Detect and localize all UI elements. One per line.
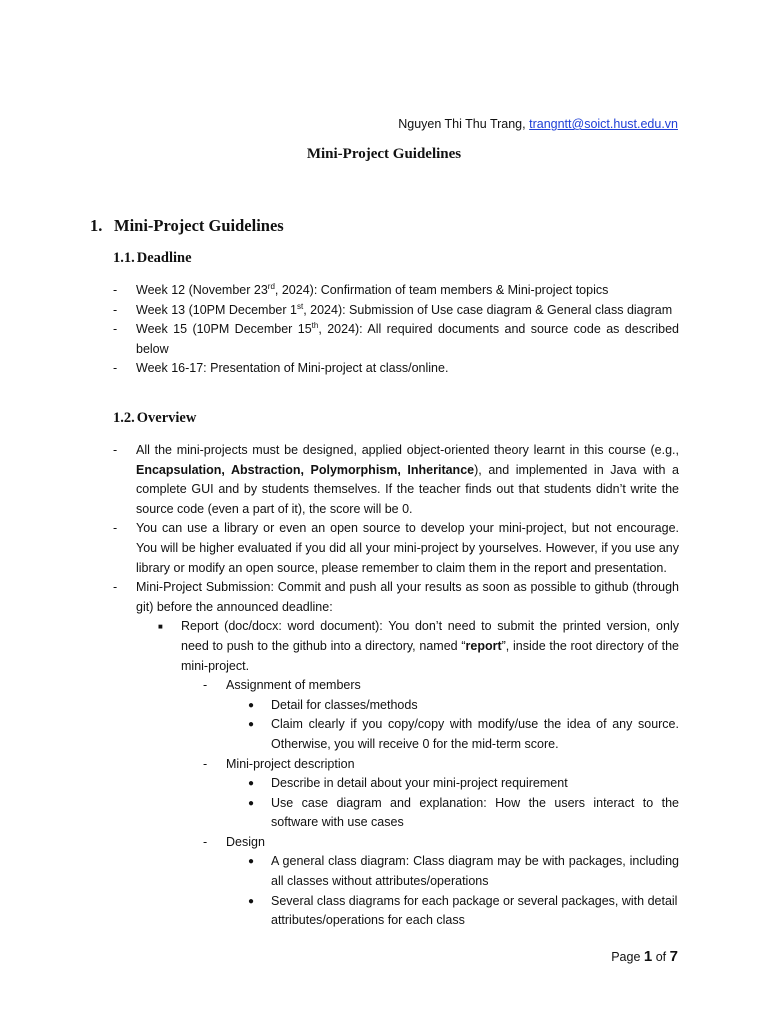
assignment-list <box>136 696 679 755</box>
list-item: - Mini-Project Submission: Commit and push all your results as soon as possible to github (through git) before the announced deadline: ■ Report (doc/docx: word document): You don’t need to submit the printed version, only need to push to the github into a directory, named “report”, inside the root directory of the mini-project. - Assignment of members ● Detail for classes/methods ● Claim clearly if you copy/copy with modify/use the idea of any source. Otherwise, you will receive 0 for the mid-term score. - Mini-project description ● Describe in detail about your mini-project requirement ● Use case diagram and explanation: How the users interact to the software with use cases - Design ● A general class diagram: Class diagram may be with packages, including all classes without attributes/operations ● Several class diagrams for each package or several packages, with detail attributes/operations for each class <box>113 578 679 931</box>
list-item: - Assignment of members ● Detail for classes/methods ● Claim clearly if you copy/copy with modify/use the idea of any source. Otherwise, you will receive 0 for the mid-term score. <box>136 676 679 754</box>
list-item: ● Detail for classes/methods <box>248 697 418 712</box>
subsection-number: 1.2. <box>113 410 135 426</box>
subsection-number: 1.1. <box>113 250 135 266</box>
subsection-heading-overview <box>113 410 196 427</box>
list-item: ■ Report (doc/docx: word document): You don’t need to submit the printed version, only need to push to the github into a directory, named “report”, inside the root directory of the mini-project. - Assignment of members ● Detail for classes/methods ● Claim clearly if you copy/copy with modify/use the idea of any source. Otherwise, you will receive 0 for the mid-term score. - Mini-project description ● Describe in detail about your mini-project requirement ● Use case diagram and explanation: How the users interact to the software with use cases - Design ● A general class diagram: Class diagram may be with packages, including all classes without attributes/operations ● Several class diagrams for each package or several packages, with detail attributes/operations for each class <box>136 617 679 931</box>
submission-list <box>136 617 679 931</box>
section-heading <box>90 216 284 236</box>
list-item: ● Use case diagram and explanation: How the users interact to the software with use cases <box>248 795 679 830</box>
list-item: - Week 13 (10PM December 1st, 2024): Submission of Use case diagram & General class diagram <box>113 301 673 317</box>
list-item: ● Describe in detail about your mini-project requirement <box>248 776 568 791</box>
list-item: - Design ● A general class diagram: Class diagram may be with packages, including all classes without attributes/operations ● Several class diagrams for each package or several packages, with detail attributes/operations for each class <box>136 833 679 931</box>
design-list <box>136 852 679 930</box>
document-title: Mini-Project Guidelines <box>306 146 462 162</box>
list-item: ● A general class diagram: Class diagram may be with packages, including all classes without attributes/operations <box>248 854 679 889</box>
subsection-title: Overview <box>136 410 197 426</box>
author-email-link[interactable]: trangntt@soict.hust.edu.vn <box>529 117 678 131</box>
page-footer <box>611 948 678 965</box>
deadline-list <box>113 281 679 379</box>
page-label: Page <box>611 950 641 964</box>
report-contents-list <box>136 676 679 931</box>
subsection-heading-deadline <box>113 250 192 267</box>
list-item: ● Several class diagrams for each package or several packages, with detail attributes/operations for each class <box>248 893 678 928</box>
author-line <box>398 117 678 131</box>
section-number: 1. <box>90 216 103 235</box>
list-item: - Week 16-17: Presentation of Mini-project at class/online. <box>113 361 449 376</box>
author-name: Nguyen Thi Thu Trang, <box>398 117 526 131</box>
list-item: - You can use a library or even an open source to develop your mini-project, but not encourage. You will be higher evaluated if you did all your mini-project by yourselves. However, if you use any library or modify an open source, please remember to claim them in the report and presentation. <box>113 521 679 575</box>
overview-list <box>113 441 679 931</box>
section-title: Mini-Project Guidelines <box>114 216 284 235</box>
subsection-title: Deadline <box>136 250 192 266</box>
page-of: of <box>655 950 667 964</box>
list-item: - Mini-project description ● Describe in detail about your mini-project requirement ● Use case diagram and explanation: How the users interact to the software with use cases <box>136 755 679 833</box>
list-item: - Week 15 (10PM December 15th, 2024): All required documents and source code as described below <box>113 321 680 356</box>
description-list <box>136 774 679 833</box>
list-item: ● Claim clearly if you copy/copy with modify/use the idea of any source. Otherwise, you will receive 0 for the mid-term score. <box>248 717 679 751</box>
page-number: 1 <box>643 948 653 965</box>
list-item: - All the mini-projects must be designed, applied object-oriented theory learnt in this course (e.g., Encapsulation, Abstraction, Polymorphism, Inheritance), and implemented in Java with a complete GUI and by students themselves. If the teacher finds out that students didn’t write the source code (even a part of it), the score will be 0. <box>113 443 679 516</box>
list-item: - Week 12 (November 23rd, 2024): Confirmation of team members & Mini-project topics <box>113 281 609 297</box>
page-total: 7 <box>669 948 678 965</box>
